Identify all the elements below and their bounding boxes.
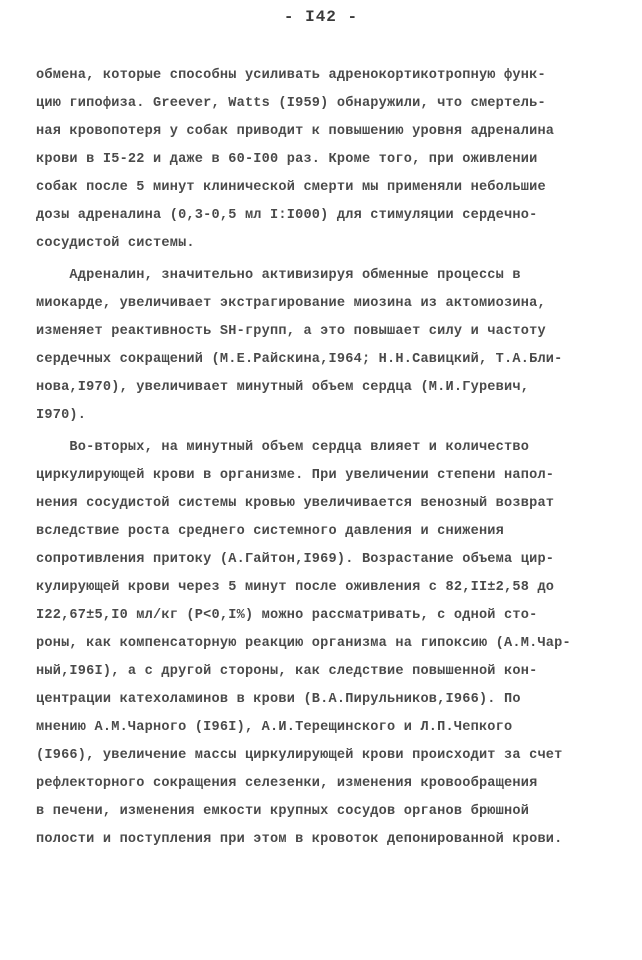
text-line: сосудистой системы. [36, 236, 195, 251]
paragraph-2 [36, 262, 616, 430]
paragraph-3 [36, 434, 616, 854]
text-line: ная кровопотеря у собак приводит к повышению уровня адреналина [36, 124, 555, 139]
text-line: цию гипофиза. Greever, Watts (I959) обнаружили, что смертель- [36, 96, 546, 111]
paragraph-1 [36, 62, 616, 258]
text-line: обмена, которые способны усиливать адренокортикотропную функ- [36, 68, 546, 83]
text-line: крови в I5-22 и даже в 60-I00 раз. Кроме того, при оживлении [36, 152, 538, 167]
text-line: I970). [36, 408, 87, 423]
text-line: нова,I970), увеличивает минутный объем сердца (М.И.Гуревич, [36, 380, 530, 395]
text-line: I22,67±5,I0 мл/кг (P<0,I%) можно рассматривать, с одной сто- [36, 608, 538, 623]
text-line: Адреналин, значительно активизируя обменные процессы в [36, 268, 521, 283]
text-line: (I966), увеличение массы циркулирующей крови происходит за счет [36, 748, 563, 763]
text-line: Во-вторых, на минутный объем сердца влияет и количество [36, 440, 530, 455]
text-line: рефлекторного сокращения селезенки, изменения кровообращения [36, 776, 538, 791]
page-number: - I42 - [283, 8, 359, 26]
text-line: полости и поступления при этом в кровоток депонированной крови. [36, 832, 563, 847]
text-line: центрации катехоламинов в крови (В.А.Пирульников,I966). По [36, 692, 521, 707]
text-line: в печени, изменения емкости крупных сосудов органов брюшной [36, 804, 530, 819]
text-line: кулирующей крови через 5 минут после оживления с 82,II±2,58 до [36, 580, 555, 595]
text-line: циркулирующей крови в организме. При увеличении степени напол- [36, 468, 555, 483]
text-line: вследствие роста среднего системного давления и снижения [36, 524, 505, 539]
text-line: собак после 5 минут клинической смерти мы применяли небольшие [36, 180, 546, 195]
text-line: изменяет реактивность SH-групп, а это повышает силу и частоту [36, 324, 546, 339]
text-line: сердечных сокращений (М.Е.Райскина,I964; Н.Н.Савицкий, Т.А.Бли- [36, 352, 563, 367]
text-line: нения сосудистой системы кровью увеличивается венозный возврат [36, 496, 555, 511]
text-line: дозы адреналина (0,3-0,5 мл I:I000) для стимуляции сердечно- [36, 208, 538, 223]
text-line: миокарде, увеличивает экстрагирование миозина из актомиозина, [36, 296, 546, 311]
text-line: ный,I96I), а с другой стороны, как следствие повышенной кон- [36, 664, 538, 679]
text-line: мнению А.М.Чарного (I96I), А.И.Терещинского и Л.П.Чепкого [36, 720, 513, 735]
text-line: роны, как компенсаторную реакцию организма на гипоксию (А.М.Чар- [36, 636, 571, 651]
text-line: сопротивления притоку (А.Гайтон,I969). Возрастание объема цир- [36, 552, 555, 567]
